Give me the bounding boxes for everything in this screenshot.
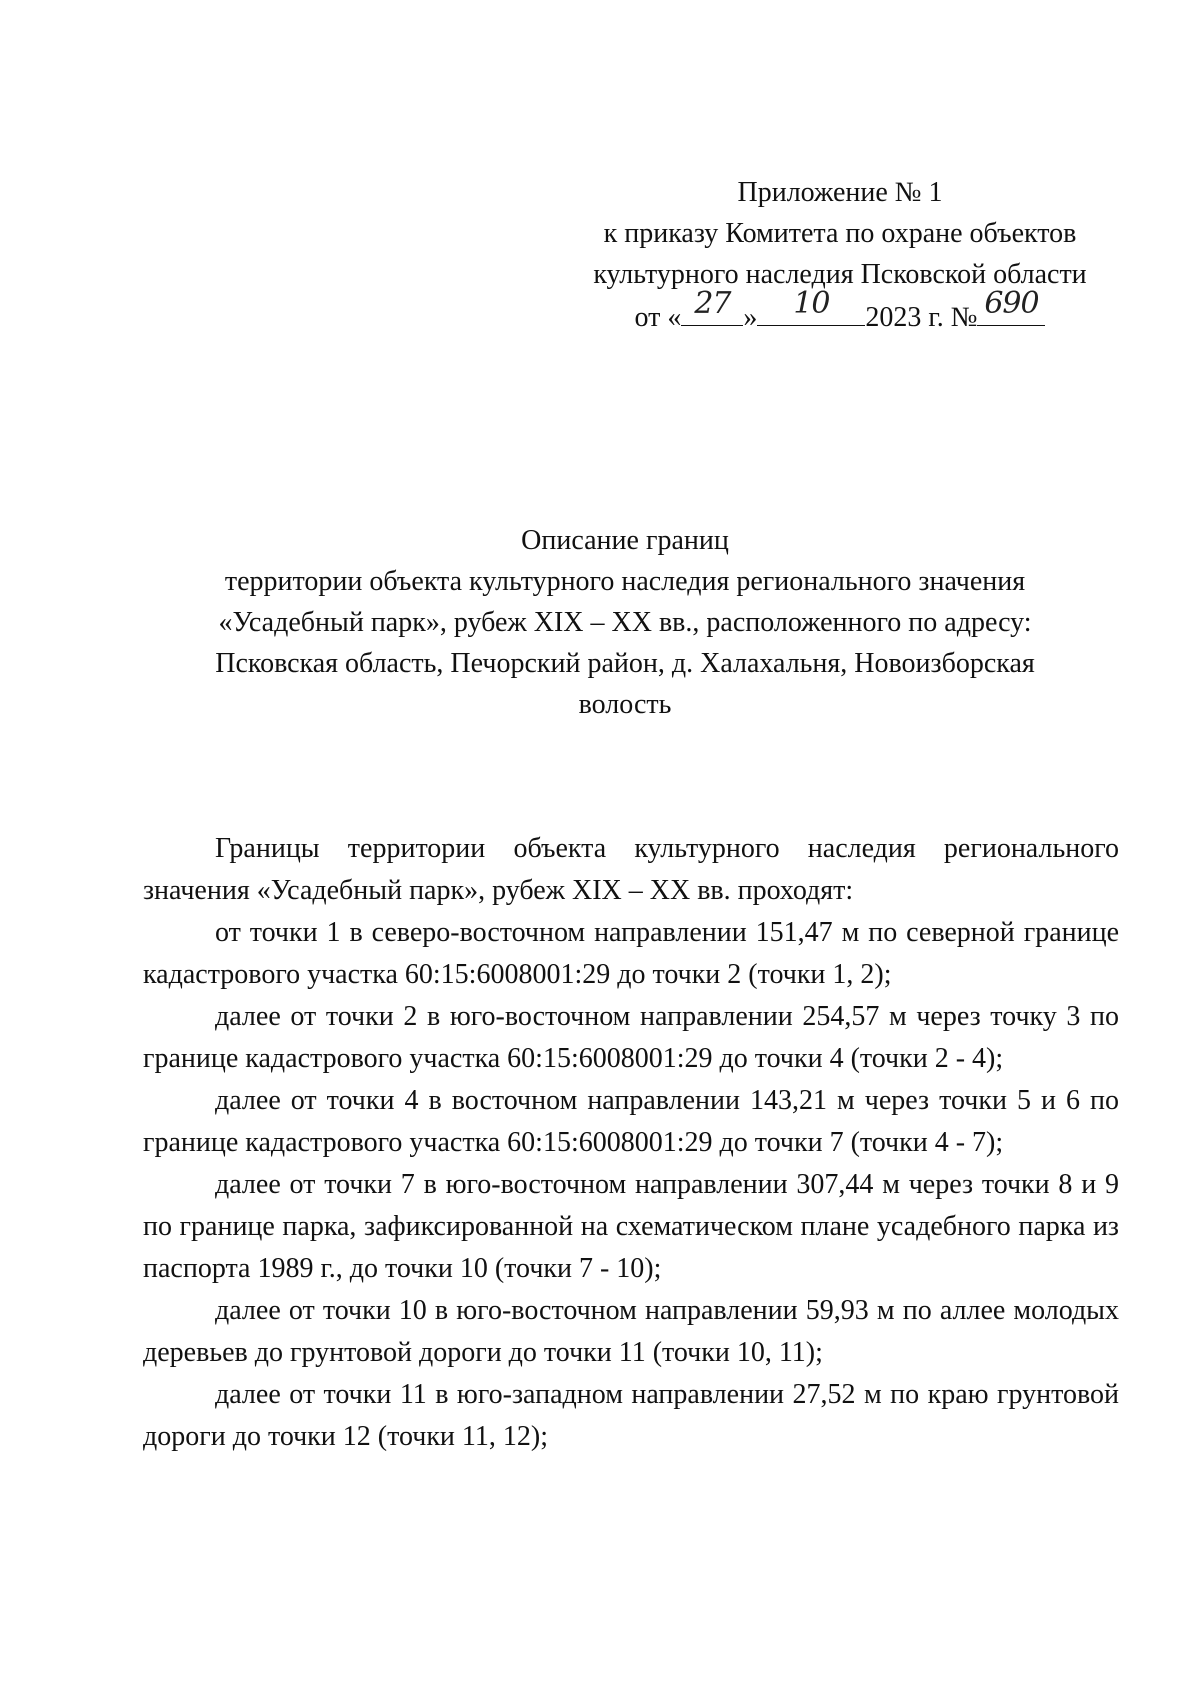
body-paragraph: Границы территории объекта культурного наследия регионального значения «Усадебный парк», рубеж XIX – XX вв. проходят:	[143, 833, 1119, 906]
document-heading	[140, 520, 1110, 725]
body-paragraph: далее от точки 10 в юго-восточном направлении 59,93 м по аллее молодых деревьев до грунтовой дороги до точки 11 (точки 10, 11);	[143, 1295, 1119, 1368]
date-prefix: от «	[634, 302, 682, 333]
date-day-handwritten: 27	[694, 286, 731, 321]
order-number-field	[977, 286, 1045, 326]
body-paragraph: далее от точки 11 в юго-западном направлении 27,52 м по краю грунтовой дороги до точки 12 (точки 11, 12);	[143, 1379, 1119, 1452]
appendix-header	[560, 172, 1120, 338]
appendix-committee: культурного наследия Псковской области	[593, 259, 1087, 290]
heading-line-4: Псковская область, Печорский район, д. Халахальня, Новоизборская	[215, 648, 1035, 679]
date-month-handwritten: 10	[793, 286, 830, 321]
body-paragraph: далее от точки 4 в восточном направлении 143,21 м через точки 5 и 6 по границе кадастрового участка 60:15:6008001:29 до точки 7 (точки 4 - 7);	[143, 1085, 1119, 1158]
date-month-field	[757, 286, 865, 326]
body-paragraph: далее от точки 2 в юго-восточном направлении 254,57 м через точку 3 по границе кадастрового участка 60:15:6008001:29 до точки 4 (точки 2 - 4);	[143, 1001, 1119, 1074]
heading-line-3: «Усадебный парк», рубеж XIX – XX вв., расположенного по адресу:	[218, 607, 1032, 638]
heading-line-5: волость	[578, 689, 672, 720]
document-body	[143, 828, 1119, 1458]
appendix-order-ref: к приказу Комитета по охране объектов	[603, 218, 1077, 249]
heading-line-2: территории объекта культурного наследия регионального значения	[224, 566, 1026, 597]
order-number-handwritten: 690	[984, 286, 1039, 321]
date-close-quote: »	[743, 302, 758, 333]
date-year-label: 2023 г. №	[865, 302, 978, 333]
heading-line-1: Описание границ	[521, 525, 729, 556]
appendix-title: Приложение № 1	[737, 177, 943, 208]
body-paragraph: далее от точки 7 в юго-восточном направлении 307,44 м через точки 8 и 9 по границе парка, зафиксированной на схематическом плане усадебного парка из паспорта 1989 г., до точки 10 (точки 7 - 10);	[143, 1169, 1119, 1284]
date-day-field	[681, 286, 743, 326]
body-paragraph: от точки 1 в северо-восточном направлении 151,47 м по северной границе кадастрового участка 60:15:6008001:29 до точки 2 (точки 1, 2);	[143, 917, 1119, 990]
appendix-date-line	[560, 286, 1120, 338]
